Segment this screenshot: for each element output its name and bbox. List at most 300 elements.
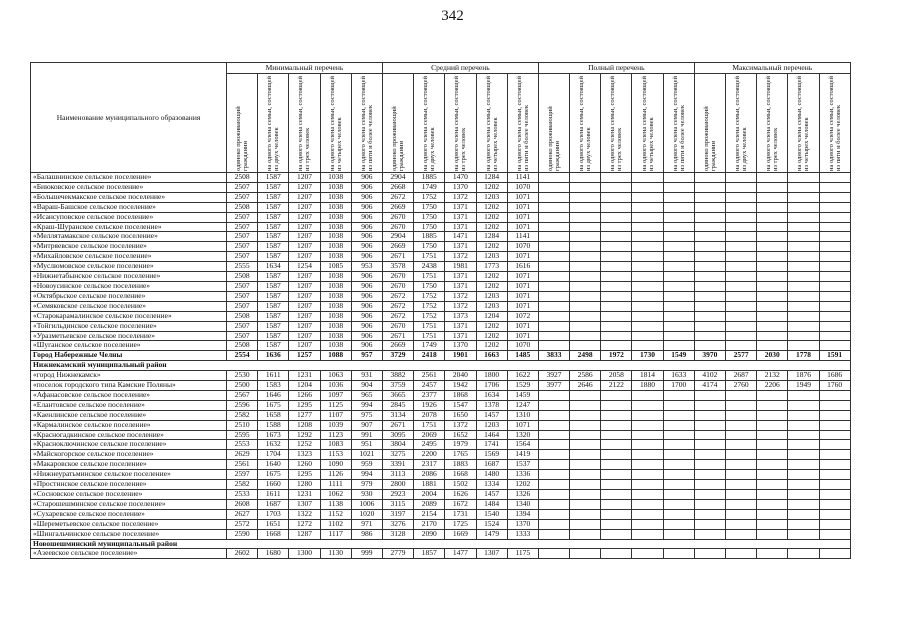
value-cell — [757, 291, 788, 301]
value-cell — [819, 490, 850, 500]
municipality-name: «Краш-Шуранское сельское поселение» — [31, 222, 227, 232]
value-cell — [726, 529, 757, 539]
value-cell — [819, 321, 850, 331]
value-cell: 2582 — [227, 410, 258, 420]
value-cell — [601, 490, 632, 500]
value-cell: 1587 — [258, 192, 289, 202]
value-cell: 2779 — [382, 549, 413, 559]
column-subheader-label: на одного члена семьи, состоящей из четырех человек — [640, 76, 655, 171]
value-cell: 3128 — [382, 529, 413, 539]
value-cell: 1371 — [445, 222, 476, 232]
column-subheader-label: на одного члена семьи, состоящей из пяти и более человек — [671, 76, 686, 171]
value-cell: 1587 — [258, 301, 289, 311]
value-cell: 2596 — [227, 400, 258, 410]
value-cell — [726, 272, 757, 282]
value-cell — [538, 301, 569, 311]
value-cell: 1686 — [819, 371, 850, 381]
value-cell: 3113 — [382, 470, 413, 480]
value-cell — [601, 321, 632, 331]
value-cell — [601, 420, 632, 430]
value-cell — [570, 460, 601, 470]
value-cell — [538, 509, 569, 519]
value-cell: 1583 — [258, 381, 289, 391]
value-cell — [570, 549, 601, 559]
value-cell: 907 — [351, 420, 382, 430]
municipality-name: «Муслюмовское сельское поселение» — [31, 262, 227, 272]
value-cell: 1038 — [320, 202, 351, 212]
value-cell — [694, 222, 725, 232]
value-cell: 2508 — [227, 311, 258, 321]
value-cell — [757, 272, 788, 282]
value-cell: 906 — [351, 232, 382, 242]
value-cell — [632, 499, 663, 509]
value-cell — [788, 281, 819, 291]
value-cell — [601, 202, 632, 212]
value-cell: 931 — [351, 371, 382, 381]
value-cell: 1292 — [289, 430, 320, 440]
value-cell: 1038 — [320, 301, 351, 311]
cost-table — [30, 62, 851, 559]
value-cell — [663, 420, 694, 430]
value-cell — [601, 212, 632, 222]
value-cell — [663, 173, 694, 183]
value-cell: 2507 — [227, 222, 258, 232]
table-row — [31, 321, 851, 331]
value-cell: 1750 — [414, 212, 445, 222]
value-cell: 1202 — [476, 321, 507, 331]
municipality-name: «Шуганское сельское поселение» — [31, 341, 227, 351]
value-cell — [757, 232, 788, 242]
value-cell: 2554 — [227, 351, 258, 361]
value-cell — [632, 242, 663, 252]
column-subheader-label: на одного члена семьи, состоящей из четырех человек — [328, 76, 343, 171]
value-cell — [538, 499, 569, 509]
value-cell: 906 — [351, 301, 382, 311]
value-cell: 2904 — [382, 232, 413, 242]
value-cell — [663, 291, 694, 301]
value-cell: 906 — [351, 252, 382, 262]
value-cell: 994 — [351, 400, 382, 410]
value-cell — [570, 450, 601, 460]
value-cell: 1751 — [414, 272, 445, 282]
value-cell — [601, 450, 632, 460]
column-subheader-label: на одного члена семьи, состоящей из четырех человек — [484, 76, 499, 171]
value-cell: 1207 — [289, 311, 320, 321]
value-cell — [601, 252, 632, 262]
value-cell: 1038 — [320, 311, 351, 321]
value-cell — [601, 311, 632, 321]
municipality-name: «Макаровское сельское поселение» — [31, 460, 227, 470]
value-cell — [694, 301, 725, 311]
value-cell: 3759 — [382, 381, 413, 391]
value-cell: 1072 — [507, 311, 538, 321]
value-cell — [570, 281, 601, 291]
value-cell: 1071 — [507, 420, 538, 430]
value-cell — [663, 222, 694, 232]
value-cell: 1942 — [445, 381, 476, 391]
value-cell: 2602 — [227, 549, 258, 559]
municipality-name: «Уразметьевское сельское поселение» — [31, 331, 227, 341]
value-cell: 1085 — [320, 262, 351, 272]
value-cell — [632, 549, 663, 559]
value-cell: 2508 — [227, 173, 258, 183]
value-cell: 1876 — [788, 371, 819, 381]
value-cell — [538, 262, 569, 272]
value-cell: 1752 — [414, 301, 445, 311]
value-cell — [819, 460, 850, 470]
value-cell — [788, 390, 819, 400]
value-cell: 1117 — [320, 529, 351, 539]
column-subheader-label: одиноко проживающий гражданин — [235, 106, 250, 171]
value-cell — [570, 182, 601, 192]
value-cell: 2495 — [414, 440, 445, 450]
value-cell — [663, 301, 694, 311]
value-cell: 3882 — [382, 371, 413, 381]
value-cell — [726, 321, 757, 331]
value-cell: 2672 — [382, 301, 413, 311]
value-cell — [757, 252, 788, 262]
value-cell — [570, 529, 601, 539]
value-cell — [694, 173, 725, 183]
value-cell: 1540 — [476, 509, 507, 519]
value-cell: 3197 — [382, 509, 413, 519]
value-cell: 1063 — [320, 371, 351, 381]
table-row — [31, 311, 851, 321]
value-cell: 2553 — [227, 440, 258, 450]
value-cell: 1070 — [507, 242, 538, 252]
value-cell: 1700 — [663, 381, 694, 391]
value-cell — [663, 519, 694, 529]
value-cell: 2760 — [726, 381, 757, 391]
value-cell: 1202 — [476, 182, 507, 192]
value-cell — [788, 252, 819, 262]
value-cell — [632, 490, 663, 500]
value-cell: 1868 — [445, 390, 476, 400]
value-cell — [632, 509, 663, 519]
value-cell — [757, 549, 788, 559]
value-cell — [663, 212, 694, 222]
value-cell — [819, 301, 850, 311]
value-cell — [601, 341, 632, 351]
table-row — [31, 232, 851, 242]
value-cell: 1141 — [507, 173, 538, 183]
value-cell — [819, 420, 850, 430]
column-subheader — [570, 74, 601, 173]
column-subheader — [382, 74, 413, 173]
value-cell — [601, 281, 632, 291]
value-cell — [788, 202, 819, 212]
value-cell: 1760 — [819, 381, 850, 391]
value-cell: 2668 — [382, 182, 413, 192]
value-cell: 2507 — [227, 301, 258, 311]
table-row — [31, 450, 851, 460]
value-cell: 2004 — [414, 490, 445, 500]
value-cell: 1126 — [320, 470, 351, 480]
value-cell: 1372 — [445, 301, 476, 311]
value-cell — [819, 262, 850, 272]
value-cell: 1883 — [445, 460, 476, 470]
value-cell: 2672 — [382, 192, 413, 202]
column-subheader-label: на одного члена семьи, состоящей из пяти и более человек — [359, 76, 374, 171]
value-cell: 1266 — [289, 390, 320, 400]
value-cell — [632, 390, 663, 400]
value-cell — [538, 321, 569, 331]
value-cell: 2561 — [227, 460, 258, 470]
value-cell — [694, 410, 725, 420]
value-cell: 1071 — [507, 272, 538, 282]
value-cell — [694, 529, 725, 539]
value-cell: 1107 — [320, 410, 351, 420]
municipality-name: «Старокарамалинское сельское поселение» — [31, 311, 227, 321]
value-cell — [788, 212, 819, 222]
value-cell: 2498 — [570, 351, 601, 361]
value-cell: 1071 — [507, 291, 538, 301]
column-subheader — [258, 74, 289, 173]
value-cell: 1651 — [258, 519, 289, 529]
value-cell: 2687 — [726, 371, 757, 381]
value-cell — [757, 301, 788, 311]
value-cell — [538, 291, 569, 301]
value-cell: 3095 — [382, 430, 413, 440]
value-cell — [632, 420, 663, 430]
value-cell: 906 — [351, 321, 382, 331]
value-cell — [663, 232, 694, 242]
value-cell: 1207 — [289, 281, 320, 291]
value-cell: 1247 — [507, 400, 538, 410]
value-cell — [601, 222, 632, 232]
value-cell: 1203 — [476, 291, 507, 301]
value-cell: 1588 — [258, 420, 289, 430]
value-cell: 2507 — [227, 291, 258, 301]
value-cell — [757, 173, 788, 183]
value-cell: 2595 — [227, 430, 258, 440]
value-cell: 1587 — [258, 281, 289, 291]
value-cell: 1885 — [414, 232, 445, 242]
value-cell: 999 — [351, 549, 382, 559]
column-subheader — [538, 74, 569, 173]
data-table-sheet — [30, 62, 851, 559]
value-cell — [601, 460, 632, 470]
value-cell — [757, 460, 788, 470]
value-cell — [663, 242, 694, 252]
value-cell — [632, 281, 663, 291]
value-cell: 1668 — [258, 529, 289, 539]
value-cell — [538, 519, 569, 529]
value-cell: 2608 — [227, 499, 258, 509]
value-cell: 1650 — [445, 410, 476, 420]
value-cell: 2507 — [227, 321, 258, 331]
value-cell: 2669 — [382, 202, 413, 212]
table-row — [31, 272, 851, 282]
value-cell: 2555 — [227, 262, 258, 272]
value-cell: 2170 — [414, 519, 445, 529]
value-cell — [694, 480, 725, 490]
value-cell: 1765 — [445, 450, 476, 460]
value-cell — [570, 480, 601, 490]
value-cell — [757, 410, 788, 420]
value-cell: 1750 — [414, 222, 445, 232]
value-cell: 1972 — [601, 351, 632, 361]
table-row — [31, 331, 851, 341]
value-cell: 959 — [351, 460, 382, 470]
value-cell — [726, 281, 757, 291]
value-cell — [819, 519, 850, 529]
value-cell — [632, 262, 663, 272]
value-cell — [663, 262, 694, 272]
value-cell — [726, 400, 757, 410]
value-cell — [694, 400, 725, 410]
value-cell: 1231 — [289, 490, 320, 500]
value-cell: 1070 — [507, 182, 538, 192]
municipality-name: «Нижнеуратьминское сельское поселение» — [31, 470, 227, 480]
value-cell — [570, 192, 601, 202]
value-cell: 1272 — [289, 519, 320, 529]
value-cell — [632, 480, 663, 490]
column-subheader — [227, 74, 258, 173]
value-cell: 1814 — [632, 371, 663, 381]
table-row — [31, 381, 851, 391]
value-cell: 1006 — [351, 499, 382, 509]
value-cell: 1675 — [258, 400, 289, 410]
table-row — [31, 430, 851, 440]
value-cell — [632, 202, 663, 212]
municipality-name: «Исансуповское сельское поселение» — [31, 212, 227, 222]
value-cell: 1675 — [258, 470, 289, 480]
value-cell — [757, 281, 788, 291]
municipality-name: «Тойгильдинское сельское поселение» — [31, 321, 227, 331]
value-cell — [757, 390, 788, 400]
value-cell — [538, 222, 569, 232]
value-cell: 1634 — [258, 262, 289, 272]
table-row — [31, 549, 851, 559]
value-cell: 986 — [351, 529, 382, 539]
value-cell: 2510 — [227, 420, 258, 430]
value-cell — [788, 242, 819, 252]
table-row — [31, 252, 851, 262]
value-cell — [538, 252, 569, 262]
value-cell — [726, 460, 757, 470]
value-cell: 1038 — [320, 321, 351, 331]
value-cell — [757, 182, 788, 192]
column-subheader-label: на одного члена семьи, состоящей из пяти и более человек — [515, 76, 530, 171]
column-subheader — [819, 74, 850, 173]
value-cell: 1070 — [507, 341, 538, 351]
value-cell: 2200 — [414, 450, 445, 460]
value-cell: 2577 — [726, 351, 757, 361]
value-cell — [632, 410, 663, 420]
value-cell — [570, 321, 601, 331]
value-cell: 2670 — [382, 281, 413, 291]
table-row — [31, 341, 851, 351]
value-cell — [726, 440, 757, 450]
table-row — [31, 351, 851, 361]
value-cell: 1310 — [507, 410, 538, 420]
value-cell: 2646 — [570, 381, 601, 391]
value-cell: 1752 — [414, 192, 445, 202]
value-cell — [663, 470, 694, 480]
value-cell: 1202 — [476, 242, 507, 252]
value-cell — [694, 321, 725, 331]
value-cell: 1750 — [414, 242, 445, 252]
column-subheader — [788, 74, 819, 173]
value-cell — [570, 490, 601, 500]
value-cell: 991 — [351, 430, 382, 440]
value-cell: 1371 — [445, 281, 476, 291]
value-cell — [788, 480, 819, 490]
value-cell: 1587 — [258, 232, 289, 242]
value-cell — [726, 182, 757, 192]
value-cell — [538, 460, 569, 470]
value-cell: 1340 — [507, 499, 538, 509]
value-cell: 1370 — [445, 341, 476, 351]
column-subheader-label: на одного члена семьи, состоящей из трех человек — [297, 76, 312, 171]
value-cell: 2669 — [382, 242, 413, 252]
value-cell: 1636 — [258, 351, 289, 361]
value-cell — [538, 341, 569, 351]
value-cell — [694, 549, 725, 559]
table-row — [31, 262, 851, 272]
value-cell: 2669 — [382, 341, 413, 351]
value-cell: 1634 — [476, 390, 507, 400]
value-cell — [601, 499, 632, 509]
value-cell — [726, 262, 757, 272]
value-cell: 2507 — [227, 242, 258, 252]
value-cell — [819, 232, 850, 242]
value-cell: 1687 — [258, 499, 289, 509]
municipality-name: «Михайловское сельское поселение» — [31, 252, 227, 262]
column-subheader-label: на одного члена семьи, состоящей из трех человек — [765, 76, 780, 171]
value-cell — [663, 440, 694, 450]
value-cell — [788, 509, 819, 519]
value-cell: 2671 — [382, 331, 413, 341]
value-cell — [819, 311, 850, 321]
table-row — [31, 460, 851, 470]
value-cell: 2507 — [227, 331, 258, 341]
value-cell: 1485 — [507, 351, 538, 361]
value-cell: 1153 — [320, 450, 351, 460]
value-cell — [601, 480, 632, 490]
value-cell: 2507 — [227, 212, 258, 222]
value-cell — [570, 202, 601, 212]
value-cell: 1207 — [289, 272, 320, 282]
value-cell: 1587 — [258, 291, 289, 301]
value-cell — [726, 222, 757, 232]
value-cell — [601, 192, 632, 202]
value-cell: 2507 — [227, 232, 258, 242]
value-cell: 906 — [351, 212, 382, 222]
value-cell — [601, 262, 632, 272]
value-cell: 906 — [351, 202, 382, 212]
value-cell: 906 — [351, 222, 382, 232]
value-cell: 3134 — [382, 410, 413, 420]
value-cell — [788, 182, 819, 192]
value-cell: 1207 — [289, 222, 320, 232]
value-cell — [570, 301, 601, 311]
value-cell: 2533 — [227, 490, 258, 500]
value-cell: 2670 — [382, 272, 413, 282]
value-cell: 1857 — [414, 549, 445, 559]
value-cell: 1750 — [414, 281, 445, 291]
column-subheader-label: на одного члена семьи, состоящей из пяти и более человек — [827, 76, 842, 171]
value-cell — [601, 519, 632, 529]
value-cell: 1038 — [320, 173, 351, 183]
value-cell — [694, 262, 725, 272]
value-cell — [632, 519, 663, 529]
value-cell: 2627 — [227, 509, 258, 519]
value-cell — [757, 430, 788, 440]
value-cell: 1687 — [476, 460, 507, 470]
value-cell: 1378 — [476, 400, 507, 410]
